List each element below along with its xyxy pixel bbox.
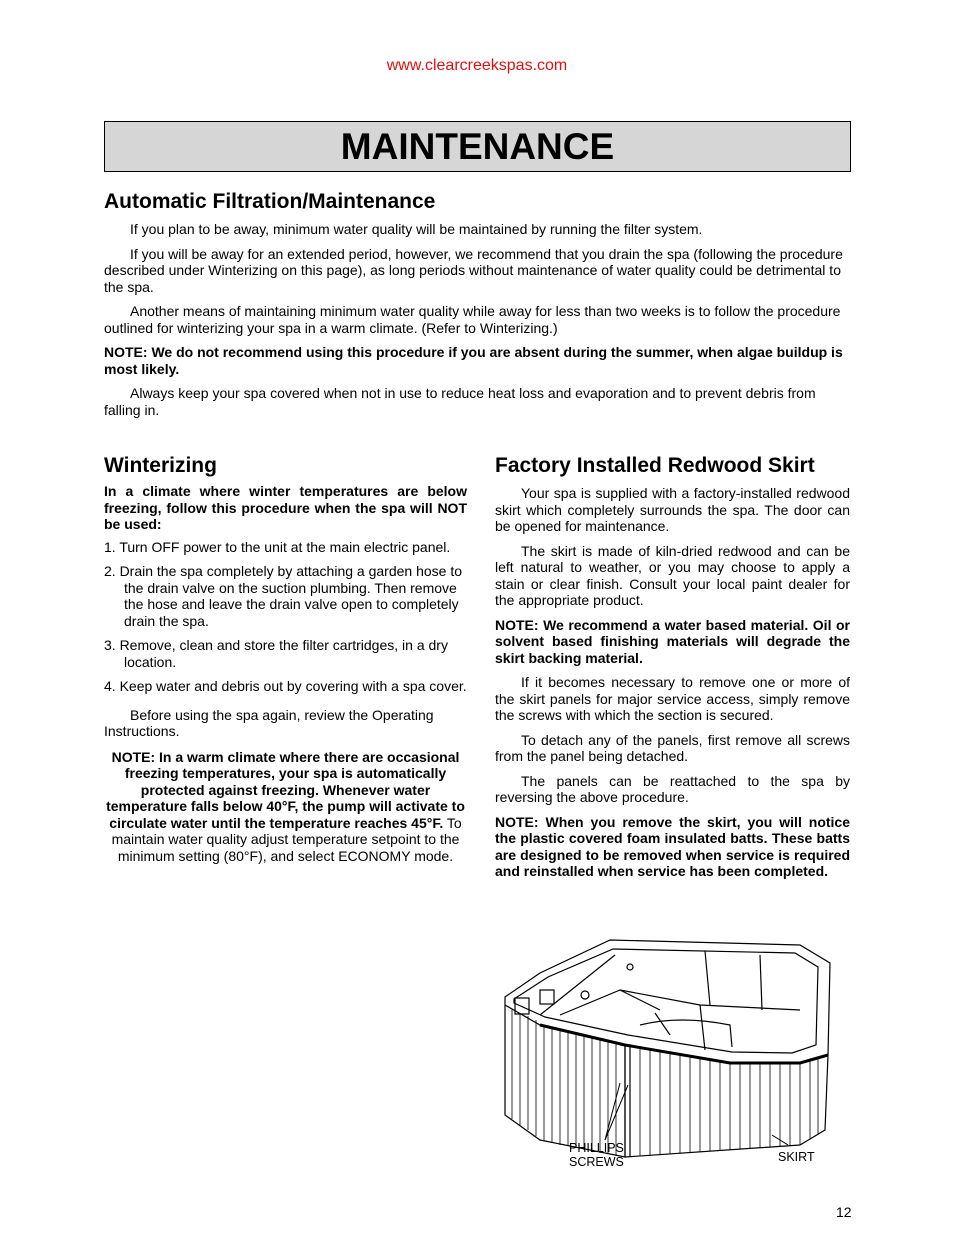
redwood-skirt-section (495, 454, 850, 888)
page-title: MAINTENANCE (340, 125, 615, 167)
automatic-filtration-heading: Automatic Filtration/Maintenance (104, 190, 436, 213)
auto-paragraph-1: If you plan to be away, minimum water quality will be maintained by running the filter system. (130, 221, 703, 237)
winterizing-note-plain: To maintain water quality adjust temperature setpoint to the minimum setting (80°F), and select ECONOMY mode. (111, 814, 462, 864)
spa-illustration (500, 935, 840, 1175)
winterizing-heading: Winterizing (104, 454, 217, 477)
skirt-paragraph-3: If it becomes necessary to remove one or more of the skirt panels for major service access, simply remove the screws with which the section is secured. (495, 674, 850, 723)
phillips-screws-label (569, 1141, 624, 1169)
automatic-filtration-section (104, 190, 852, 426)
skirt-paragraph-2: The skirt is made of kiln-dried redwood and can be left natural to weather, or you may choose to apply a stain or clear finish. Consult your local paint dealer for the appropriate product. (495, 542, 850, 608)
redwood-skirt-heading: Factory Installed Redwood Skirt (495, 454, 815, 477)
page-title-banner (104, 121, 851, 172)
skirt-paragraph-1: Your spa is supplied with a factory-installed redwood skirt which completely surrounds the spa. The door can be opened for maintenance. (495, 485, 850, 534)
skirt-paragraph-5: The panels can be reattached to the spa by reversing the above procedure. (495, 772, 850, 805)
list-item: 3. Remove, clean and store the filter cartridges, in a dry location. (104, 637, 448, 670)
auto-paragraph-3: Another means of maintaining minimum water quality while away for less than two weeks is to follow the procedure outlined for winterizing your spa in a warm climate. (Refer to Winterizing.) (104, 303, 841, 336)
website-url[interactable]: www.clearcreekspas.com (386, 57, 568, 74)
list-item: 2. Drain the spa completely by attaching a garden hose to the drain valve on the suction plumbing. Then remove the hose and leave the drain valve open to completely drain the spa. (104, 563, 462, 629)
winterizing-steps (104, 539, 467, 695)
winterizing-after: Before using the spa again, review the Operating Instructions. (104, 706, 434, 739)
page-number: 12 (836, 1204, 852, 1220)
winterizing-section (104, 454, 467, 864)
list-item: 4. Keep water and debris out by covering with a spa cover. (104, 678, 467, 694)
phillips-label-line-1: PHILLIPS (569, 1141, 624, 1155)
skirt-note-2: NOTE: When you remove the skirt, you will notice the plastic covered foam insulated batts. These batts are designed to be removed when service is required and reinstalled when service has been completed. (495, 813, 850, 879)
auto-paragraph-4: Always keep your spa covered when not in use to reduce heat loss and evaporation and to prevent debris from falling in. (104, 385, 816, 418)
skirt-note-1: NOTE: We recommend a water based material. Oil or solvent based finishing materials will degrade the skirt backing material. (495, 616, 850, 666)
skirt-paragraph-4: To detach any of the panels, first remove all screws from the panel being detached. (495, 731, 850, 764)
spa-drawing (500, 935, 840, 1175)
winterizing-note-bold: NOTE: In a warm climate where there are occasional freezing temperatures, your spa is automatically protected against freezing. Whenever water temperature falls below 40°F, the pump will activate to circulate water until the temperature reaches 45°F. (106, 748, 465, 831)
auto-note: NOTE: We do not recommend using this procedure if you are absent during the summer, when algae buildup is most likely. (104, 344, 843, 377)
winterizing-intro: In a climate where winter temperatures are below freezing, follow this procedure when the spa will NOT be used: (104, 483, 467, 532)
phillips-label-line-2: SCREWS (569, 1155, 624, 1169)
auto-paragraph-2: If you will be away for an extended period, however, we recommend that you drain the spa (following the procedure described under Winterizing on this page), as long periods without maintenance of water quality could be detrimental to the spa. (104, 245, 843, 295)
winterizing-note (104, 749, 467, 865)
list-item: 1. Turn OFF power to the unit at the main electric panel. (104, 538, 451, 555)
skirt-label: SKIRT (778, 1150, 815, 1164)
